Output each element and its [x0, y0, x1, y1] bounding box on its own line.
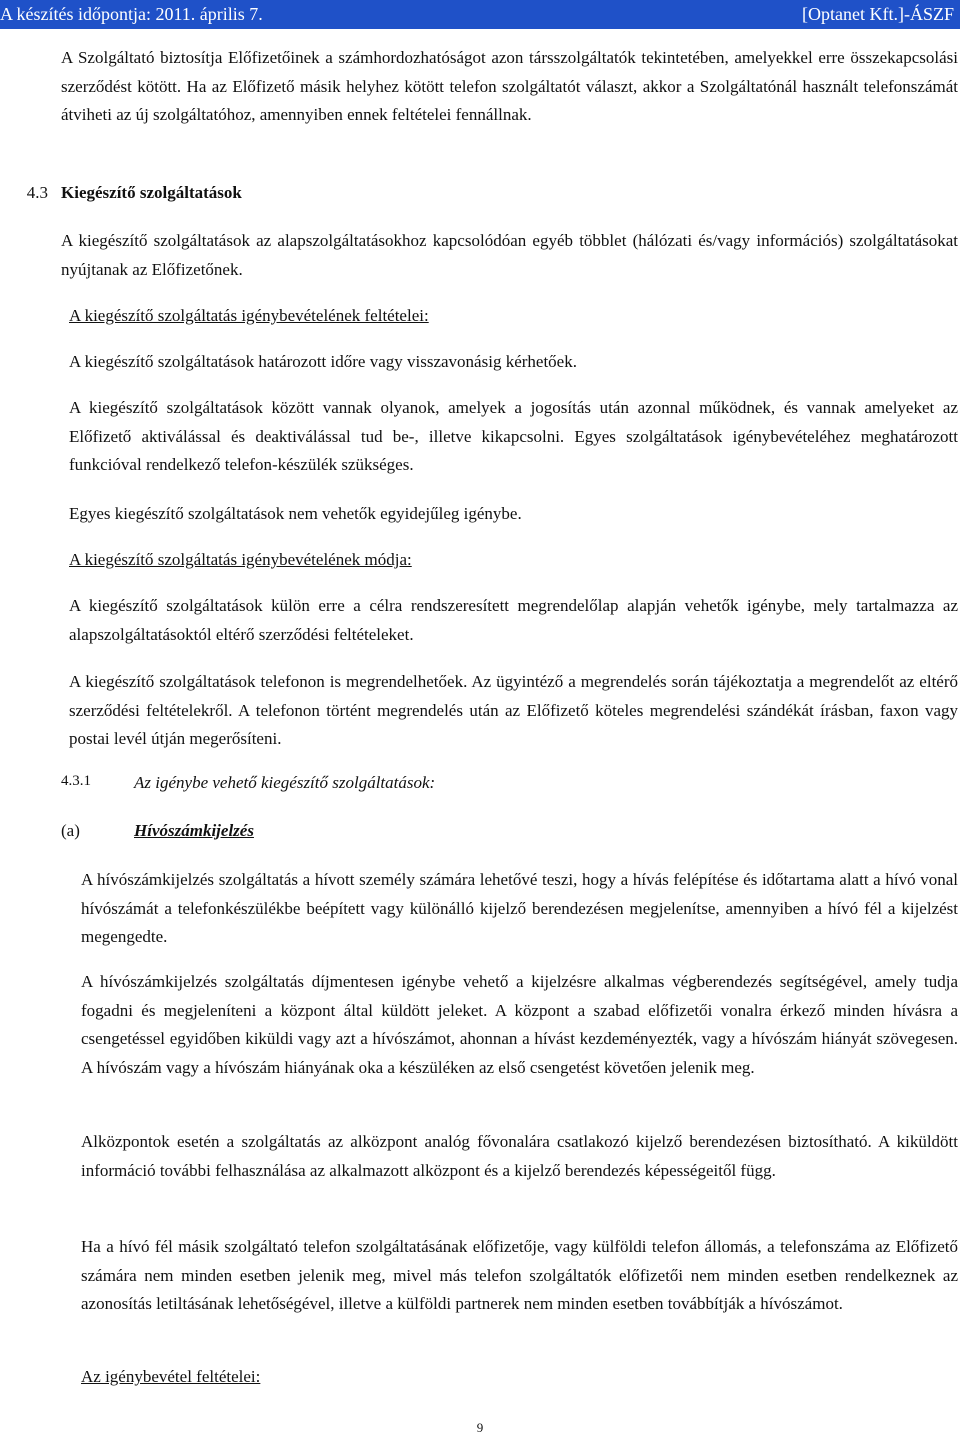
page-number: 9 [476, 1420, 484, 1435]
section-paragraph: A kiegészítő szolgáltatások az alapszolgáltatásokhoz kapcsolódóan egyéb többlet (hálózati és/vagy információs) szolgáltatásokat nyújtanak az Előfizetőnek. [61, 231, 958, 279]
conditions-paragraph-3: Egyes kiegészítő szolgáltatások nem vehetők egyidejűleg igénybe. [69, 504, 522, 523]
subsection-title: Az igénybe vehető kiegészítő szolgáltatások: [134, 773, 436, 792]
item-a-paragraph-4: Ha a hívó fél másik szolgáltató telefon szolgáltatásának előfizetője, vagy külföldi telefon állomás, a telefonszáma az Előfizető számára nem minden esetben jelenik meg, mivel más telefon szolgáltatók előfizetői nem minden esetben rendelkeznek az azonosítás letiltásának lehetőségével, illetve a külföldi partnerek nem minden esetben továbbítják a hívószámot. [81, 1237, 958, 1313]
item-a-paragraph-2: A hívószámkijelzés szolgáltatás díjmentesen igénybe vehető a kijelzésre alkalmas végberendezés segítségével, amely tudja fogadni és megjeleníteni a központ által küldött jeleket. A központ a szabad előfizetői vonalra érkező minden hívásra a csengetéssel egyidőben kiküldi vagy azt a hívószámot, ahonnan a hívást kezdeményezték, vagy a hívószám hiányát szövegesen. A hívószám vagy a hívószám hiányának oka a készüléken az első csengetést követően jelenik meg. [81, 972, 958, 1077]
subsection-number: 4.3.1 [61, 773, 91, 789]
item-a-paragraph-3: Alközpontok esetén a szolgáltatás az alközpont analóg fővonalára csatlakozó kijelző berendezésen biztosítható. A kiküldött információ további felhasználása az alkalmazott alközpont és a kijelző berendezés képességeitől függ. [81, 1132, 958, 1180]
item-a-label: (a) [61, 821, 80, 840]
mode-heading: A kiegészítő szolgáltatás igénybevételének módja: [69, 550, 412, 569]
item-a-paragraph-1: A hívószámkijelzés szolgáltatás a hívott személy számára lehetővé teszi, hogy a hívás felépítése és időtartama alatt a hívó vonal hívószámát a telefonkészülékbe beépített vagy különálló kijelző berendezésen megjelenítse, amennyiben a hívó fél a kijelzést megengedte. [81, 870, 958, 946]
item-a-title: Hívószámkijelzés [134, 821, 254, 840]
page-header [0, 0, 960, 29]
mode-paragraph-1: A kiegészítő szolgáltatások külön erre a célra rendszeresített megrendelőlap alapján vehetők igénybe, mely tartalmazza az alapszolgáltatásoktól eltérő szerződési feltételeket. [69, 596, 958, 644]
section-number: 4.3 [26, 183, 48, 202]
conditions-paragraph-1: A kiegészítő szolgáltatások határozott időre vagy visszavonásig kérhetőek. [69, 352, 577, 371]
header-company: [Optanet Kft.]-ÁSZF [802, 4, 954, 24]
intro-paragraph: A Szolgáltató biztosítja Előfizetőinek a számhordozhatóságot azon társszolgáltatók tekintetében, amelyekkel erre összekapcsolási szerződést kötött. Ha az Előfizető másik helyhez kötött telefon szolgáltatót választ, akkor a Szolgáltatónál használt telefonszámát átviheti az új szolgáltatóhoz, amennyiben ennek feltételei fennállnak. [61, 48, 958, 124]
item-a-conditions-heading: Az igénybevétel feltételei: [81, 1367, 261, 1386]
mode-paragraph-2: A kiegészítő szolgáltatások telefonon is megrendelhetőek. Az ügyintéző a megrendelés során tájékoztatja a megrendelőt az eltérő szerződési feltételekről. A telefonon történt megrendelés után az Előfizető köteles megrendelési szándékát írásban, faxon vagy postai levél útján megerősíteni. [69, 672, 958, 748]
conditions-heading: A kiegészítő szolgáltatás igénybevételének feltételei: [69, 306, 429, 325]
section-title: Kiegészítő szolgáltatások [61, 183, 242, 202]
header-date: A készítés időpontja: 2011. április 7. [0, 4, 263, 24]
conditions-paragraph-2: A kiegészítő szolgáltatások között vannak olyanok, amelyek a jogosítás után azonnal működnek, és vannak amelyeket az Előfizető aktiválással és deaktiválással tud be-, illetve kikapcsolni. Egyes szolgáltatások igénybevételéhez meghatározott funkcióval rendelkező telefon-készülék szükséges. [69, 398, 958, 474]
